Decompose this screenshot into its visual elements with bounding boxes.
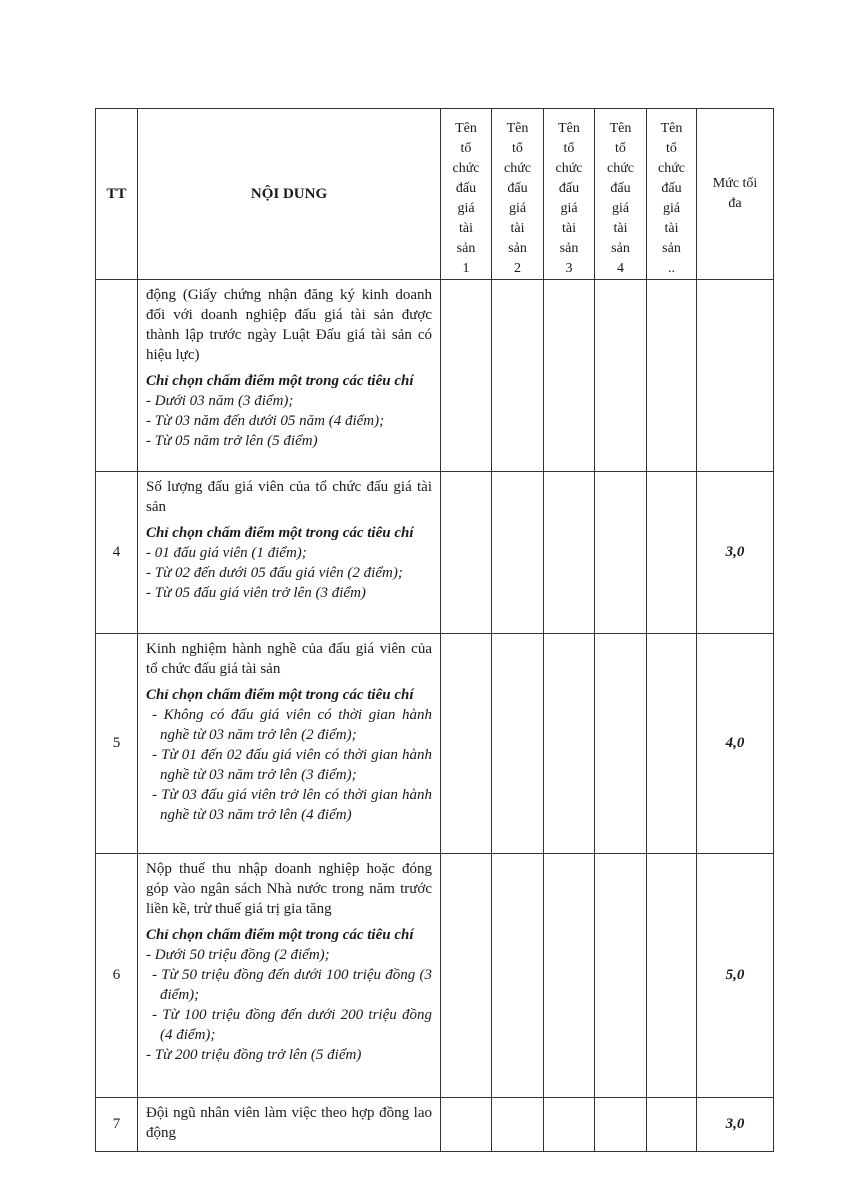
header-org-more bbox=[647, 109, 697, 280]
criterion-item: - Dưới 03 năm (3 điểm); bbox=[146, 393, 294, 409]
header-org-3 bbox=[544, 109, 595, 280]
org-word: đấu bbox=[610, 181, 631, 196]
org-word: giá bbox=[611, 201, 630, 216]
org-word: đấu bbox=[661, 181, 682, 196]
row-number: 7 bbox=[96, 1098, 138, 1152]
criterion-main-text: Số lượng đấu giá viên của tổ chức đấu giá tài sản bbox=[146, 479, 432, 515]
org-word: đấu bbox=[507, 181, 528, 196]
table-row bbox=[96, 634, 774, 854]
score-cell-org-2[interactable] bbox=[492, 472, 544, 634]
criterion-item: - Từ 02 đến dưới 05 đấu giá viên (2 điểm); bbox=[146, 565, 403, 581]
org-word: tổ bbox=[512, 141, 523, 156]
header-noi-dung: NỘI DUNG bbox=[138, 109, 441, 280]
criterion-main-text: Nộp thuế thu nhập doanh nghiệp hoặc đóng góp vào ngân sách Nhà nước trong năm trước liền kề, trừ thuế giá trị gia tăng bbox=[146, 861, 432, 917]
org-word: chức bbox=[452, 161, 480, 176]
row-content bbox=[138, 634, 441, 854]
score-cell-org-more[interactable] bbox=[647, 854, 697, 1098]
criterion-item: - Từ 05 đấu giá viên trở lên (3 điểm) bbox=[146, 585, 366, 601]
org-number: 3 bbox=[565, 261, 573, 276]
header-org-1 bbox=[441, 109, 492, 280]
org-word: giá bbox=[457, 201, 475, 216]
criteria-title: Chỉ chọn chấm điểm một trong các tiêu chí bbox=[146, 525, 414, 541]
scoring-table bbox=[95, 108, 774, 1152]
org-word: sản bbox=[559, 241, 579, 256]
org-word: tổ bbox=[460, 141, 472, 156]
score-cell-org-4[interactable] bbox=[595, 472, 647, 634]
org-word: chức bbox=[606, 161, 634, 176]
max-score: 3,0 bbox=[697, 472, 774, 634]
criterion-main-text: Đội ngũ nhân viên làm việc theo hợp đồng lao động bbox=[146, 1105, 432, 1141]
header-row bbox=[96, 109, 774, 280]
org-word: tài bbox=[664, 221, 679, 236]
table-row bbox=[96, 472, 774, 634]
table-row bbox=[96, 280, 774, 472]
org-word: đấu bbox=[455, 181, 477, 196]
org-number: .. bbox=[668, 261, 675, 276]
criterion-item: - Từ 100 triệu đồng đến dưới 200 triệu đồng (4 điểm); bbox=[152, 1007, 432, 1043]
score-cell-org-4[interactable] bbox=[595, 280, 647, 472]
criterion-item: - Từ 03 đấu giá viên trở lên có thời gian hành nghề từ 03 năm trở lên (4 điểm) bbox=[152, 787, 432, 823]
org-number: 1 bbox=[462, 261, 470, 276]
org-word: tài bbox=[459, 221, 473, 236]
org-word: giá bbox=[662, 201, 681, 216]
score-cell-org-1[interactable] bbox=[441, 634, 492, 854]
score-cell-org-more[interactable] bbox=[647, 280, 697, 472]
criterion-item: - Từ 05 năm trở lên (5 điểm) bbox=[146, 433, 318, 449]
org-word: chức bbox=[503, 161, 531, 176]
criterion-main-text: động (Giấy chứng nhận đăng ký kinh doanh đối với doanh nghiệp đấu giá tài sản được thành lập trước ngày Luật Đấu giá tài sản có hiệu lực) bbox=[146, 287, 432, 363]
org-word: tổ bbox=[666, 141, 677, 156]
criterion-item: - Từ 03 năm đến dưới 05 năm (4 điểm); bbox=[146, 413, 385, 429]
criteria-title: Chỉ chọn chấm điểm một trong các tiêu chí bbox=[146, 927, 414, 943]
score-cell-org-1[interactable] bbox=[441, 472, 492, 634]
score-cell-org-3[interactable] bbox=[544, 854, 595, 1098]
score-cell-org-1[interactable] bbox=[441, 854, 492, 1098]
max-score: 5,0 bbox=[697, 854, 774, 1098]
row-number: 5 bbox=[96, 634, 138, 854]
score-cell-org-2[interactable] bbox=[492, 854, 544, 1098]
org-word: Tên bbox=[558, 121, 580, 136]
score-cell-org-more[interactable] bbox=[647, 634, 697, 854]
criterion-item: - Dưới 50 triệu đồng (2 điểm); bbox=[146, 947, 330, 963]
org-word: sản bbox=[611, 241, 630, 256]
score-cell-org-4[interactable] bbox=[595, 1098, 647, 1152]
score-cell-org-1[interactable] bbox=[441, 280, 492, 472]
header-org-2 bbox=[492, 109, 544, 280]
org-word: tài bbox=[562, 221, 576, 236]
max-score: 3,0 bbox=[697, 1098, 774, 1152]
max-label-line: Mức tối bbox=[712, 176, 758, 191]
org-word: chức bbox=[555, 161, 583, 176]
criteria-title: Chỉ chọn chấm điểm một trong các tiêu chí bbox=[146, 373, 414, 389]
score-cell-org-3[interactable] bbox=[544, 1098, 595, 1152]
row-content bbox=[138, 472, 441, 634]
org-number: 4 bbox=[617, 261, 624, 276]
row-number: 4 bbox=[96, 472, 138, 634]
org-word: Tên bbox=[506, 121, 529, 136]
criterion-item: - 01 đấu giá viên (1 điểm); bbox=[146, 545, 307, 561]
max-score: 4,0 bbox=[697, 634, 774, 854]
score-cell-org-more[interactable] bbox=[647, 472, 697, 634]
score-cell-org-4[interactable] bbox=[595, 854, 647, 1098]
criterion-item: - Không có đấu giá viên có thời gian hành nghề từ 03 năm trở lên (2 điểm); bbox=[152, 707, 432, 743]
org-word: đấu bbox=[558, 181, 580, 196]
criterion-item: - Từ 200 triệu đồng trở lên (5 điểm) bbox=[146, 1047, 362, 1063]
header-tt: TT bbox=[96, 109, 138, 280]
org-word: giá bbox=[508, 201, 527, 216]
score-cell-org-3[interactable] bbox=[544, 280, 595, 472]
org-number: 2 bbox=[514, 261, 521, 276]
score-cell-org-2[interactable] bbox=[492, 1098, 544, 1152]
org-word: sản bbox=[508, 241, 527, 256]
org-word: sản bbox=[456, 241, 476, 256]
score-cell-org-more[interactable] bbox=[647, 1098, 697, 1152]
org-word: sản bbox=[662, 241, 681, 256]
criteria-title: Chỉ chọn chấm điểm một trong các tiêu chí bbox=[146, 687, 414, 703]
score-cell-org-3[interactable] bbox=[544, 634, 595, 854]
criterion-item: - Từ 50 triệu đồng đến dưới 100 triệu đồng (3 điểm); bbox=[152, 967, 432, 1003]
row-number bbox=[96, 280, 138, 472]
header-muc-toi-da bbox=[697, 109, 774, 280]
criterion-main-text: Kinh nghiệm hành nghề của đấu giá viên của tổ chức đấu giá tài sản bbox=[146, 641, 432, 677]
org-word: tổ bbox=[563, 141, 575, 156]
org-word: tài bbox=[510, 221, 525, 236]
table-row bbox=[96, 854, 774, 1098]
row-content bbox=[138, 854, 441, 1098]
max-label-line: đa bbox=[728, 196, 742, 211]
score-cell-org-1[interactable] bbox=[441, 1098, 492, 1152]
max-score bbox=[697, 280, 774, 472]
score-cell-org-2[interactable] bbox=[492, 280, 544, 472]
score-cell-org-2[interactable] bbox=[492, 634, 544, 854]
row-content bbox=[138, 1098, 441, 1152]
criterion-item: - Từ 01 đến 02 đấu giá viên có thời gian hành nghề từ 03 năm trở lên (3 điểm); bbox=[152, 747, 432, 783]
org-word: Tên bbox=[660, 121, 683, 136]
org-word: tài bbox=[613, 221, 628, 236]
header-org-4 bbox=[595, 109, 647, 280]
row-number: 6 bbox=[96, 854, 138, 1098]
row-content bbox=[138, 280, 441, 472]
score-cell-org-4[interactable] bbox=[595, 634, 647, 854]
org-word: Tên bbox=[455, 121, 477, 136]
score-cell-org-3[interactable] bbox=[544, 472, 595, 634]
org-word: chức bbox=[657, 161, 685, 176]
table-row bbox=[96, 1098, 774, 1152]
org-word: giá bbox=[560, 201, 578, 216]
org-word: tổ bbox=[615, 141, 626, 156]
org-word: Tên bbox=[609, 121, 632, 136]
